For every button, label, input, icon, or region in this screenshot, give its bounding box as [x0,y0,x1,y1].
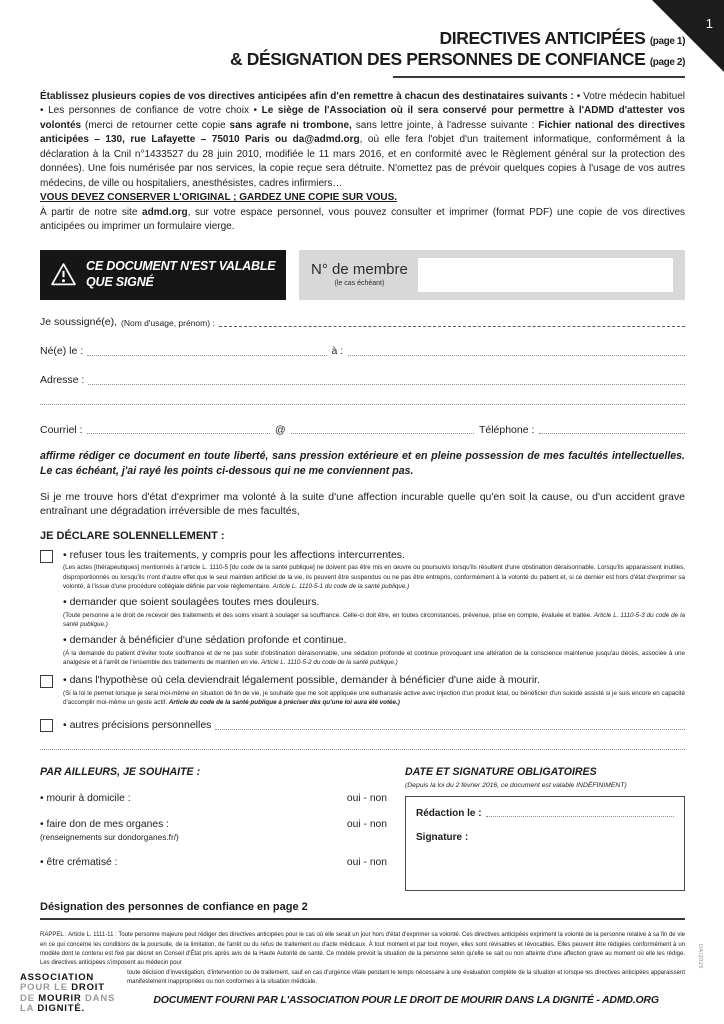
email-domain-fill-line [291,433,474,434]
wish-row-organes [40,819,387,830]
intro-seg: À partir de notre site [40,206,143,218]
law-article-ref: Article du code de la santé publique à préciser dès qu'une loi aura été votée.) [168,699,400,706]
row-birth [40,346,685,358]
affirmation-text: affirme rédiger ce document en toute liberté, sans pression extérieure et en pleine possession de mes facultés intellectuelles. Le cas échéant, j'ai rayé les points ci-dessous qui ne me conviennent pas. [40,450,685,478]
rappel-part-1: RAPPEL : Article L. 1111-11 : Toute personne majeure peut rédiger des directives anticipées pour le cas où elle serait un jour hors d'état d'exprimer sa volonté. Ces directives anticipées expriment la volonté de la personne relative à sa fin de vie en ce qui concerne les conditions de la poursuite, de la limitation, de l'arrêt ou du refus de traitement ou d'acte médicaux. À tout moment et par tout moyen, elles sont révisables et révocables. Elles peuvent être rédigées conformément à un modèle dont le contenu est fixé par décret en Conseil d'État pris après avis de la Haute Autorité de santé. Ce modèle prévoit la situation de la personne selon qu'elle se sait ou non atteinte d'une affection grave au moment où elle les rédige. Les directives anticipées s'imposent au médecin pour [40,932,685,967]
declare-note-douleurs: (Toute personne a le droit de recevoir des traitements et des soins visant à soulager sa souffrance. Celle-ci doit être, en toutes circonstances, prévenue, prise en compte, évaluée et traitée. Article L. 1110-5-3 du code de la santé publique.) [63,611,685,628]
title-line-1 [40,28,685,49]
declare-item-aide-a-mourir [40,674,685,707]
signature-box [405,796,685,891]
designation-page2-heading: Désignation des personnes de confiance en page 2 [40,901,308,914]
wish-note-organes: (renseignements sur dondorganes.fr/) [40,832,179,843]
declare-label-douleurs: • demander que soient soulagées toutes mes douleurs. [63,596,320,609]
law-article-ref: Article L. 1110-5-2 du code de la santé publique.) [261,659,398,666]
footer-provider-line: DOCUMENT FOURNI PAR L'ASSOCIATION POUR LE DROIT DE MOURIR DANS LA DIGNITÉ - ADMD.ORG [153,994,659,1007]
wishes-signature-section [40,766,685,891]
wish-label-domicile: • mourir à domicile : [40,793,131,805]
page-number: 1 [705,16,713,31]
autres-fill-line-1 [215,729,685,730]
intro-seg: sans agrafe ni trombone, [229,119,352,131]
logo-word: DIGNITÉ. [37,1002,85,1014]
phone-fill-line [539,433,685,434]
intro-seg: • Votre médecin habituel • Les personnes de confiance de votre choix • [40,90,685,117]
email-local-fill-line [87,433,270,434]
declare-note-refuser: (Les actes [thérapeutiques] mentionnés à l'article L. 1110-5 [du code de la santé publique] ne doivent pas être mis en œuvre ou poursuivis lorsqu'ils résultent d'une obstination déraisonnable. Lorsqu'ils apparaissent inutiles, disproportionnés ou lorsqu'ils n'ont d'autre effet que le seul maintien artificiel de la vie, ils peuvent être suspendus ou ne pas être entrepris, conformément à la volonté du patient et, si ce dernier est hors d'état d'exprimer sa volonté, à l'issue d'une procédure collégiale définie par voie réglementaire. Article L. 1110-5-1 du code de la santé publique.) [63,564,685,590]
title-page-ref-1: (page 1) [649,36,685,47]
intro-seg: Le siège de l'Association où il sera conservé pour permettre à l'ADMD d'attester vos volontés [40,105,685,131]
checkbox-refuser-traitements[interactable] [40,550,53,563]
declare-note-aide-a-mourir: (Si la loi le permet lorsque je serai moi-même en situation de fin de vie, je souhaite que me soit appliquée une euthanasie active avec injection d'un produit létal, ou bénéficier d'un suicide assisté si je suis encore en capacité d'accomplir moi-même un geste actif. Article du code de la santé publique à préciser dès qu'une loi aura été votée.) [63,689,685,706]
member-number-label: N° de membre [311,261,408,279]
designation-rule [40,918,685,920]
logo-word: DANS [81,992,116,1004]
wish-choice-organes[interactable]: oui - non [346,819,387,831]
member-number-sublabel: (le cas échéant) [334,280,385,288]
document-header [40,28,685,78]
title-rule [393,76,685,78]
birth-date-fill-line [87,355,326,356]
redaction-date-fill-line [486,816,674,817]
checkbox-aide-a-mourir[interactable] [40,675,53,688]
intro-paragraph [40,90,685,235]
intro-seg: , sur votre espace personnel, vous pouvez consulter et imprimer (format PDF) une copie de vos directives anticipées ou imprimer un formulaire vierge. [40,206,686,233]
wish-label-organes: • faire don de mes organes : [40,819,169,831]
declare-label-sedation: • demander à bénéficier d'une sédation profonde et continue. [63,634,347,647]
soussigne-sublabel: (Nom d'usage, prénom) : [121,318,215,329]
intro-seg: Établissez plusieurs copies de vos directives anticipées afin d'en remettre à chacun des destinataires suivants : [40,90,577,102]
title-page-ref-2: (page 2) [649,57,685,69]
soussigne-fill-line [219,326,685,327]
intro-text-2 [40,206,685,235]
birth-place-label: à : [331,345,344,358]
wish-choice-crematise[interactable]: oui - non [346,857,387,869]
signature-heading: DATE ET SIGNATURE OBLIGATOIRES [405,766,597,779]
soussigne-label: Je soussigné(e), [40,316,118,329]
intro-seg: admd.org [142,206,188,218]
address-fill-line-1 [88,384,685,385]
signature-column [405,766,685,891]
identity-fields [40,317,685,436]
logo-word: LA [20,1002,38,1014]
checkbox-autres-precisions[interactable] [40,719,53,732]
title-text-1: DIRECTIVES ANTICIPÉES [439,28,646,48]
warning-member-row [40,250,685,300]
wish-choice-domicile[interactable]: oui - non [346,793,387,805]
phone-label: Téléphone : [478,423,535,436]
wish-label-crematise: • être crématisé : [40,857,118,869]
row-contact [40,425,685,437]
declare-label-autres: • autres précisions personnelles [63,719,212,732]
corner-triangle [649,0,724,72]
wish-row-crematise [40,857,387,868]
redaction-date-row [416,808,674,819]
birth-place-fill-line [348,355,685,356]
declare-heading: JE DÉCLARE SOLENNELLEMENT : [40,530,225,542]
wishes-column [40,766,387,891]
declare-note-sedation: (À la demande du patient d'éviter toute souffrance et de ne pas subir d'obstination déraisonnable, une sédation profonde et continue provoquant une altération de la conscience maintenue jusqu'au décès, associée à une analgésie et à l'arrêt de l'ensemble des traitements de maintien en vie. Article L. 1110-5-2 du code de la santé publique.) [63,649,685,666]
email-label: Courriel : [40,423,83,436]
logo-word: ASSOCIATION [20,971,95,983]
condition-text: Si je me trouve hors d'état d'exprimer ma volonté à la suite d'une affection incurable quelle qu'en soit la cause, ou d'un accident grave entraînant une dégradation irréversible de mes facultés, [40,490,685,518]
document-version-ref: DA/2025 [697,944,703,969]
redaction-date-label: Rédaction le : [416,808,482,820]
address-fill-line-2 [40,404,685,405]
warning-text: CE DOCUMENT N'EST VALABLE QUE SIGNÉ [86,259,276,289]
row-address [40,375,685,387]
address-label: Adresse : [40,374,85,387]
warning-box [40,250,286,300]
logo-word: DE [20,992,39,1004]
declare-sub-sedation [63,634,685,667]
logo-word: POUR LE [20,982,72,994]
declare-label-refuser: • refuser tous les traitements, y compris pour les affections intercurrentes. [63,549,405,561]
intro-seg: Fichier national des directives anticipées – 130, rue Lafayette – 75010 Paris ou da@admd.org [40,119,686,146]
intro-seg: (merci de retourner cette copie [85,119,230,131]
member-number-box [299,250,685,300]
logo-word: DROIT [71,982,105,994]
row-address-2 [40,404,685,407]
signature-validity-note: (Depuis la loi du 2 février 2016, ce document est valable INDÉFINIMENT) [405,782,627,790]
declare-item-refuser [40,549,685,667]
wish-row-domicile [40,793,387,804]
autres-fill-line-2 [40,749,685,750]
law-article-ref: Article L. 1110-5-3 du code de la santé publique.) [63,611,685,628]
declare-item-autres [40,718,685,732]
wishes-heading: PAR AILLEURS, JE SOUHAITE : [40,766,201,779]
declare-sub-douleurs [63,596,685,629]
intro-seg: sans lettre jointe, à l'adresse suivante : [351,119,539,131]
rappel-part-2: toute décision d'investigation, d'intervention ou de traitement, sauf en cas d'urgence vitale pendant le temps nécessaire à une évaluation complète de la situation et lorsque les directives anticipées apparaissent manifestement inappropriées ou non conformes à la situation médicale. [127,969,685,985]
warning-triangle-icon [50,262,77,287]
member-number-labels [311,262,408,287]
intro-seg: , où elle fera l'objet d'un traitement informatique, conformément à la déclaration à la Cnil n°1433527 du 28 juin 2010, modifiée le 11 mars 2016, et en conformité avec le Règlement général sur la protection des données). Une fois numérisée par nos services, la copie reçue sera détruite. N'omettez pas de prévoir quelques copies à l'usage de vos autres médecins, de ville ou hospitaliers, anesthésistes, cadres infirmiers… [40,134,685,189]
row-soussigne [40,317,685,329]
law-article-ref: Article L. 1110-5-1 du code de la santé publique.) [272,583,410,590]
declare-label-aide-a-mourir: • dans l'hypothèse où cela deviendrait légalement possible, demander à bénéficier d'une aide à mourir. [63,674,540,687]
intro-text [40,90,685,192]
logo-word: MOURIR [38,992,82,1004]
at-sign: @ [274,423,286,436]
title-text-2: & DÉSIGNATION DES PERSONNES DE CONFIANCE [230,49,646,70]
title-line-2 [40,49,685,70]
member-number-input[interactable] [418,258,673,292]
signature-label: Signature : [416,832,469,844]
keep-original-warning: VOUS DEVEZ CONSERVER L'ORIGINAL ; GARDEZ UNE COPIE SUR VOUS. [40,192,398,204]
admd-logo [20,973,115,1015]
birth-date-label: Né(e) le : [40,345,84,358]
